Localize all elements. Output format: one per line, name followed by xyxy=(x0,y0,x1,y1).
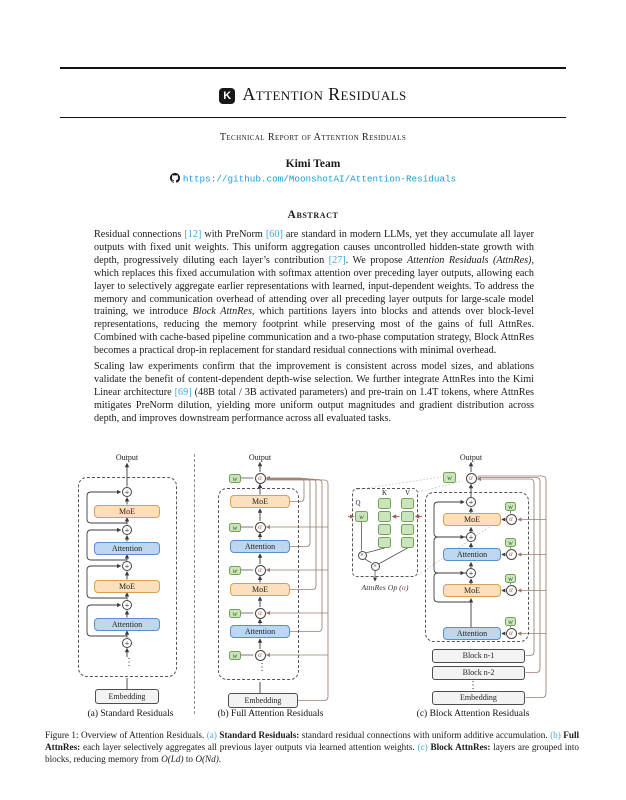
attention-box: Attention xyxy=(94,618,160,631)
top-rule xyxy=(60,67,566,69)
attention-weight-node: w xyxy=(229,651,241,661)
figure-1 xyxy=(63,452,563,728)
repo-link[interactable]: https://github.com/MoonshotAI/Attention-Residuals xyxy=(182,173,457,185)
panel-c-block-attention-residuals xyxy=(348,452,563,728)
attention-weight-node: w xyxy=(505,502,516,511)
residual-add-node: + xyxy=(122,561,132,571)
residual-add-node: + xyxy=(466,497,476,507)
residual-add-node: + xyxy=(122,600,132,610)
abstract-paragraph-2: Scaling law experiments confirm that the improvement is consistent across model sizes, and ablations validate the benefit of content-dependent depth-wise selection. We further integrate AttnRes into the Kimi Linear architecture [69] (48B total / 3B activated parameters) and pre-train on 1.4T tokens, where AttnRes mitigates PreNorm dilution, yielding more uniform output magnitudes and gradient distribution across depth, and improves downstream performance across all evaluated tasks. xyxy=(94,361,534,424)
moe-box: MoE xyxy=(94,505,160,518)
alpha-attention-node: α xyxy=(255,522,266,533)
output-label: Output xyxy=(115,453,139,462)
output-label: Output xyxy=(248,453,272,462)
matmul-node: × xyxy=(371,562,380,571)
value-matrix-cell xyxy=(401,537,414,548)
value-matrix-cell xyxy=(401,524,414,535)
residual-add-node: + xyxy=(466,568,476,578)
alpha-attention-node: α xyxy=(255,608,266,619)
embedding-box: Embedding xyxy=(432,691,525,705)
panel-a-standard-residuals xyxy=(63,452,198,728)
moe-box: MoE xyxy=(230,583,290,596)
embedding-box: Embedding xyxy=(95,689,159,704)
ellipsis-dots: ⋮ xyxy=(124,657,134,668)
attention-box: Attention xyxy=(230,540,290,553)
residual-add-node: + xyxy=(122,525,132,535)
alpha-attention-node: α xyxy=(506,514,517,525)
attention-box: Attention xyxy=(230,625,290,638)
moe-box: MoE xyxy=(230,495,290,508)
attention-weight-node: w xyxy=(229,566,241,576)
figure-1-caption: Figure 1: Overview of Attention Residuals. (a) Standard Residuals: standard residual connections with uniform additive accumulation. (b) Full AttnRes: each layer selectively aggregates all previous layer outputs via learned attention weights. (c) Block AttnRes: layers are grouped into blocks, reducing memory from O(Ld) to O(Nd). xyxy=(45,730,580,764)
attention-weight-node: w xyxy=(443,472,456,483)
query-weight-node: w xyxy=(355,511,368,522)
block-n2-box: Block n-2 xyxy=(432,666,525,680)
attnres-op-label: AttnRes Op (α) xyxy=(361,583,409,592)
value-label: V xyxy=(404,489,411,497)
value-matrix-cell xyxy=(401,498,414,509)
attention-weight-node: w xyxy=(229,523,241,533)
residual-add-node: + xyxy=(466,532,476,542)
panel-b-caption: (b) Full Attention Residuals xyxy=(217,709,324,719)
block-n1-box: Block n-1 xyxy=(432,649,525,663)
value-matrix-cell xyxy=(401,511,414,522)
author-name: Kimi Team xyxy=(285,158,341,170)
attention-weight-node: w xyxy=(505,538,516,547)
moe-box: MoE xyxy=(443,584,501,597)
ellipsis-dots: ⋮ xyxy=(257,662,267,673)
attention-box: Attention xyxy=(94,542,160,555)
embedding-box: Embedding xyxy=(228,693,298,708)
panel-c-caption: (c) Block Attention Residuals xyxy=(416,709,530,719)
alpha-attention-node: α xyxy=(506,585,517,596)
attention-weight-node: w xyxy=(505,574,516,583)
alpha-attention-node: α xyxy=(255,565,266,576)
matmul-node: × xyxy=(358,551,367,560)
abstract-paragraph-1: Residual connections [12] with PreNorm [60] are standard in modern LLMs, yet they accumulate all layer outputs with fixed unit weights. This uniform aggregation causes uncontrolled hidden-state growth with depth, progressively diluting each layer’s contribution [27]. We propose Attention Residuals (AttnRes), which replaces this fixed accumulation with softmax attention over preceding layer outputs, allowing each layer to selectively aggregate earlier representations with learned, input-dependent weights. To address the memory and communication overhead of attending over all preceding layer outputs for large-scale model training, we introduce Block AttnRes, which partitions layers into blocks and attends over block-level representations, reducing the memory footprint while preserving most of the gains of full AttnRes. Combined with cache-based pipeline communication and a two-phase computation strategy, Block AttnRes becomes a practical drop-in replacement for standard residual connections with minimal overhead. xyxy=(94,229,535,357)
paper-subtitle: Technical Report of Attention Residuals xyxy=(219,132,407,143)
residual-add-node: + xyxy=(122,487,132,497)
alpha-attention-node: α xyxy=(255,473,266,484)
key-label: K xyxy=(381,489,388,497)
moe-box: MoE xyxy=(94,580,160,593)
moe-box: MoE xyxy=(443,513,501,526)
abstract-heading: Abstract xyxy=(287,209,339,221)
residual-add-node: + xyxy=(122,638,132,648)
kimi-logo-icon: K xyxy=(219,88,235,104)
key-matrix-cell xyxy=(378,537,391,548)
alpha-attention-node: α xyxy=(506,628,517,639)
github-icon xyxy=(170,175,180,186)
key-matrix-cell xyxy=(378,524,391,535)
attention-weight-node: w xyxy=(229,609,241,619)
key-matrix-cell xyxy=(378,511,391,522)
attention-box: Attention xyxy=(443,627,501,640)
key-matrix-cell xyxy=(378,498,391,509)
output-label: Output xyxy=(459,453,483,462)
ellipsis-dots: ⋮ xyxy=(468,679,478,691)
attention-box: Attention xyxy=(443,548,501,561)
alpha-attention-node: α xyxy=(255,650,266,661)
title-rule xyxy=(60,117,566,118)
repo-link-row xyxy=(0,173,626,186)
alpha-attention-node: α xyxy=(506,549,517,560)
paper-title-text: Attention Residuals xyxy=(242,84,407,104)
panel-a-caption: (a) Standard Residuals xyxy=(87,709,174,719)
abstract-body xyxy=(94,229,534,429)
attention-weight-node: w xyxy=(229,474,241,484)
panel-b-full-attention-residuals xyxy=(203,452,348,728)
query-label: Q xyxy=(355,499,361,507)
alpha-attention-node: α xyxy=(466,473,477,484)
paper-title xyxy=(0,84,626,105)
attention-weight-node: w xyxy=(505,617,516,626)
